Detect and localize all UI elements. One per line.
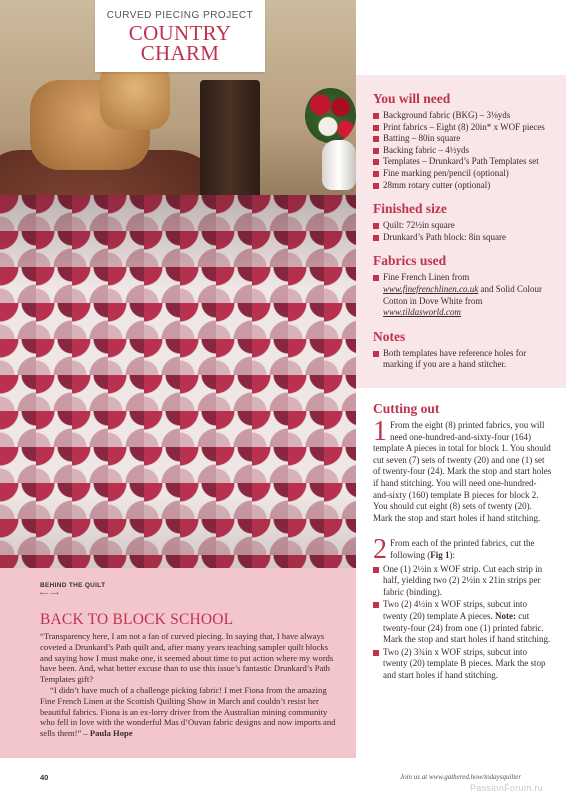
story-label: BEHIND THE QUILT xyxy=(40,582,106,589)
story-author: Paula Hope xyxy=(89,728,133,739)
step-text: From the eight (8) printed fabrics, you will need one-hundred-and-sixty-four (164) template A pieces in total for block 1. You should cut seven (7) sets of twenty (20) and one (1) set of twenty-four (24). Mark the stop and start holes if hand stitching. You will need one-hundred-and-sixty (160) template B pieces for block 2. You should cut eight (8) sets of twenty (20). Mark the stop and start holes if hand stitching. xyxy=(373,420,552,523)
page-title-line: COUNTRY xyxy=(128,21,232,45)
title-card xyxy=(95,0,265,72)
section-heading-finished-size: Finished size xyxy=(373,201,447,217)
photo-roses xyxy=(305,88,356,143)
page-title-line: CHARM xyxy=(140,41,220,65)
list-item xyxy=(373,272,552,318)
page-title xyxy=(95,23,265,63)
fabrics-used-list xyxy=(373,272,552,318)
quilt-photo xyxy=(0,0,356,568)
fabrics-text: Fine French Linen from xyxy=(383,272,470,283)
list-item: One (1) 2½in x WOF strip. Cut each strip in half, yielding two (2) 2½in x 21in strips per fabric (binding). xyxy=(373,564,552,599)
list-item: Print fabrics – Eight (8) 20in* x WOF pieces xyxy=(373,122,552,134)
story-paragraph: “Transparency here, I am not a fan of curved piecing. In saying that, I have always coveted a Drunkard’s Path quilt and, after many years teaching sampler quilt blocks and saying how I must make one, it seemed about time to put action where my words have been. And, what better excuse than to use this issue’s fantastic Drunkard’s Path Templates gift? xyxy=(40,631,334,685)
list-item: Quilt: 72½in square xyxy=(373,220,552,232)
section-heading-fabrics-used: Fabrics used xyxy=(373,253,447,269)
step-text: cut twenty-four (24) from one (1) printed fabric. Mark the stop and start holes if hand stitching. xyxy=(383,610,551,645)
list-item: Backing fabric – 4½yds xyxy=(373,145,552,157)
step-number: 1 xyxy=(373,416,387,447)
story-headline: BACK TO BLOCK SCHOOL xyxy=(40,611,234,628)
step-text: Two (2) 4½in x WOF strips, subcut into twenty (20) template A pieces. xyxy=(383,599,527,621)
list-item xyxy=(373,599,552,645)
you-will-need-list xyxy=(373,110,552,191)
section-heading-you-will-need: You will need xyxy=(373,91,451,106)
list-item: Batting – 80in square xyxy=(373,133,552,145)
info-panel xyxy=(356,75,566,388)
step-number: 2 xyxy=(373,534,387,566)
story-paragraph xyxy=(40,685,336,739)
fine-french-linen-link[interactable]: www.finefrenchlinen.co.uk xyxy=(383,283,479,294)
section-heading-cutting-out: Cutting out xyxy=(373,401,440,416)
list-item: 28mm rotary cutter (optional) xyxy=(373,180,552,192)
step-2 xyxy=(373,534,552,566)
section-heading-notes: Notes xyxy=(373,328,406,344)
step-2-list xyxy=(373,564,552,682)
list-item: Fine marking pen/pencil (optional) xyxy=(373,168,552,180)
list-item: Drunkard’s Path block: 8in square xyxy=(373,232,552,244)
figure-ref: Fig 1 xyxy=(430,549,450,560)
list-item: Two (2) 3¾in x WOF strips, subcut into twenty (20) template B pieces. Mark the stop and start holes if hand stitching. xyxy=(373,647,552,682)
story-text: “I didn’t have much of a challenge picking fabric! I met Fiona from the amazing Fine French Linen at the Scottish Quilting Show in March and couldn’t resist her beautiful fabrics. Fiona is an ex-lorry driver from the Australian mining community who fell in love with the wonderful Mas d’Ouvan fabric designs and now imports and sells them!” – xyxy=(40,684,336,739)
step-1 xyxy=(373,416,552,524)
footer-join-text: Join us at www.gathered.how/todaysquilter xyxy=(400,773,522,781)
list-item: Templates – Drunkard’s Path Templates set xyxy=(373,156,552,168)
watermark: PassionForum.ru xyxy=(470,783,544,793)
photo-vase xyxy=(322,140,356,190)
fabrics-text: and Solid Colour Cotton in Dove White from xyxy=(383,283,542,306)
project-kicker: CURVED PIECING PROJECT xyxy=(106,10,254,21)
finished-size-list xyxy=(373,220,552,243)
notes-list xyxy=(373,348,552,371)
step-text: ): xyxy=(449,549,455,560)
tildas-world-link[interactable]: www.tildasworld.com xyxy=(383,307,461,318)
arrows-icon: ⟵ ⟶ xyxy=(40,591,59,597)
note-label: Note: xyxy=(494,610,516,621)
page-number: 40 xyxy=(40,773,49,782)
list-item: Both templates have reference holes for marking if you are a hand stitcher. xyxy=(373,348,552,371)
behind-the-quilt-box xyxy=(0,568,356,758)
list-item: Background fabric (BKG) – 3⅛yds xyxy=(373,110,552,122)
step-text: From each of the printed fabrics, cut the following ( xyxy=(390,538,535,560)
cutting-out-section xyxy=(356,395,566,682)
photo-quilt-shade xyxy=(0,195,356,568)
